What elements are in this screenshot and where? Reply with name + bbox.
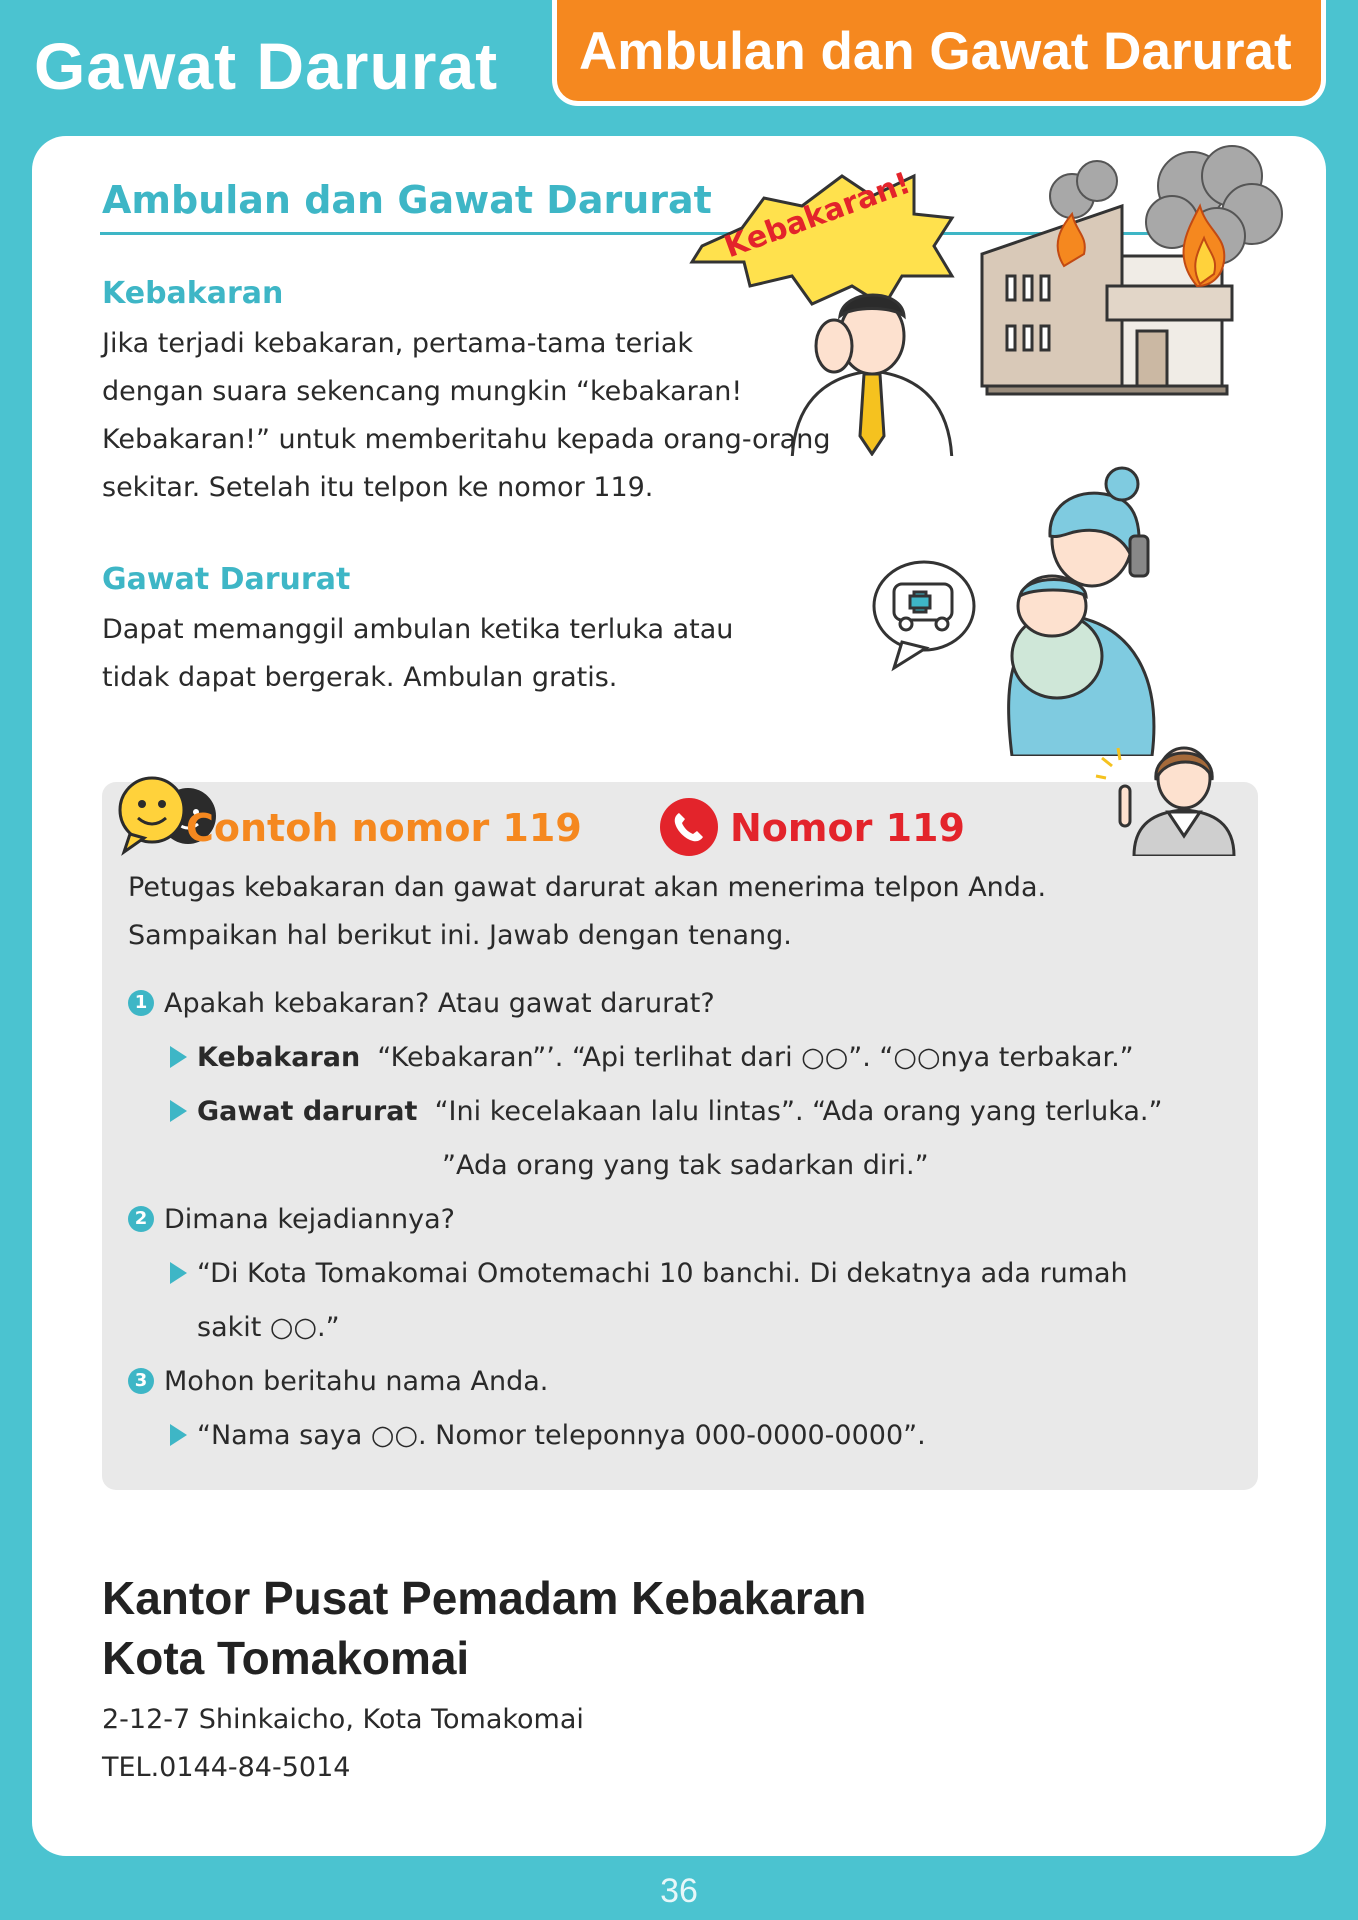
fire-line-2: dengan suara sekencang mungkin “kebakaran! (102, 376, 743, 407)
fire-paragraph (102, 320, 830, 512)
step-question-text: Mohon beritahu nama Anda. (164, 1366, 549, 1397)
fire-line-1: Jika terjadi kebakaran, pertama-tama teriak (102, 328, 694, 359)
step-3-item (170, 1420, 926, 1451)
intro-line-2: Sampaikan hal berikut ini. Jawab dengan tenang. (128, 920, 792, 951)
item-label: Kebakaran (197, 1042, 361, 1073)
step-2-question (128, 1204, 455, 1235)
step-1-item-fire (170, 1042, 1134, 1073)
arrow-right-icon (170, 1424, 187, 1446)
item-text: “Di Kota Tomakomai Omotemachi 10 banchi. Di dekatnya ada rumah (197, 1258, 1128, 1289)
intro-line-1: Petugas kebakaran dan gawat darurat akan menerima telpon Anda. (128, 872, 1047, 903)
step-question-text: Dimana kejadiannya? (164, 1204, 455, 1235)
step-3-question (128, 1366, 548, 1397)
fire-shout-text: Kebakaran! (719, 165, 916, 266)
emergency-subheading: Gawat Darurat (102, 562, 351, 597)
section-heading: Ambulan dan Gawat Darurat (102, 178, 712, 222)
arrow-right-icon (170, 1046, 187, 1068)
chapter-title: Gawat Darurat (34, 29, 499, 103)
item-text: “Nama saya ○○. Nomor teleponnya 000-0000-0000”. (197, 1420, 926, 1451)
emergency-line-1: Dapat memanggil ambulan ketika terluka atau (102, 614, 734, 645)
office-name (102, 1568, 866, 1688)
office-tel: TEL.0144-84-5014 (102, 1752, 351, 1783)
fire-line-4: sekitar. Setelah itu telpon ke nomor 119. (102, 472, 654, 503)
step-number-badge: 3 (128, 1368, 154, 1394)
example-title: Contoh nomor 119 (186, 806, 582, 850)
page-number: 36 (660, 1872, 698, 1910)
arrow-right-icon (170, 1100, 187, 1122)
item-label: Gawat darurat (197, 1096, 418, 1127)
item-text: “Ini kecelakaan lalu lintas”. “Ada orang yang terluka.” (434, 1096, 1163, 1127)
section-tab (552, 0, 1326, 106)
step-2-item (170, 1258, 1128, 1289)
fire-subheading: Kebakaran (102, 276, 284, 311)
section-tab-label: Ambulan dan Gawat Darurat (579, 22, 1292, 81)
phone-icon (660, 798, 718, 856)
office-name-line-2: Kota Tomakomai (102, 1632, 470, 1684)
step-number-badge: 2 (128, 1206, 154, 1232)
mother-child-illustration (852, 456, 1182, 756)
emergency-number: Nomor 119 (730, 806, 965, 850)
step-1-item-emergency (170, 1096, 1162, 1127)
emergency-paragraph (102, 606, 733, 702)
step-number-badge: 1 (128, 990, 154, 1016)
advisor-illustration (1094, 736, 1274, 856)
step-1-item-emergency-cont: ”Ada orang yang tak sadarkan diri.” (442, 1150, 929, 1181)
office-address: 2-12-7 Shinkaicho, Kota Tomakomai (102, 1704, 584, 1735)
step-1-question (128, 988, 715, 1019)
item-text: “Kebakaran”’. “Api terlihat dari ○○”. “○○nya terbakar.” (377, 1042, 1134, 1073)
content-card (32, 136, 1326, 1856)
step-question-text: Apakah kebakaran? Atau gawat darurat? (164, 988, 715, 1019)
step-2-item-cont: sakit ○○.” (197, 1312, 340, 1343)
arrow-right-icon (170, 1262, 187, 1284)
emergency-line-2: tidak dapat bergerak. Ambulan gratis. (102, 662, 618, 693)
fire-line-3: Kebakaran!” untuk memberitahu kepada orang-orang (102, 424, 831, 455)
office-name-line-1: Kantor Pusat Pemadam Kebakaran (102, 1572, 867, 1624)
example-intro (128, 864, 1046, 960)
